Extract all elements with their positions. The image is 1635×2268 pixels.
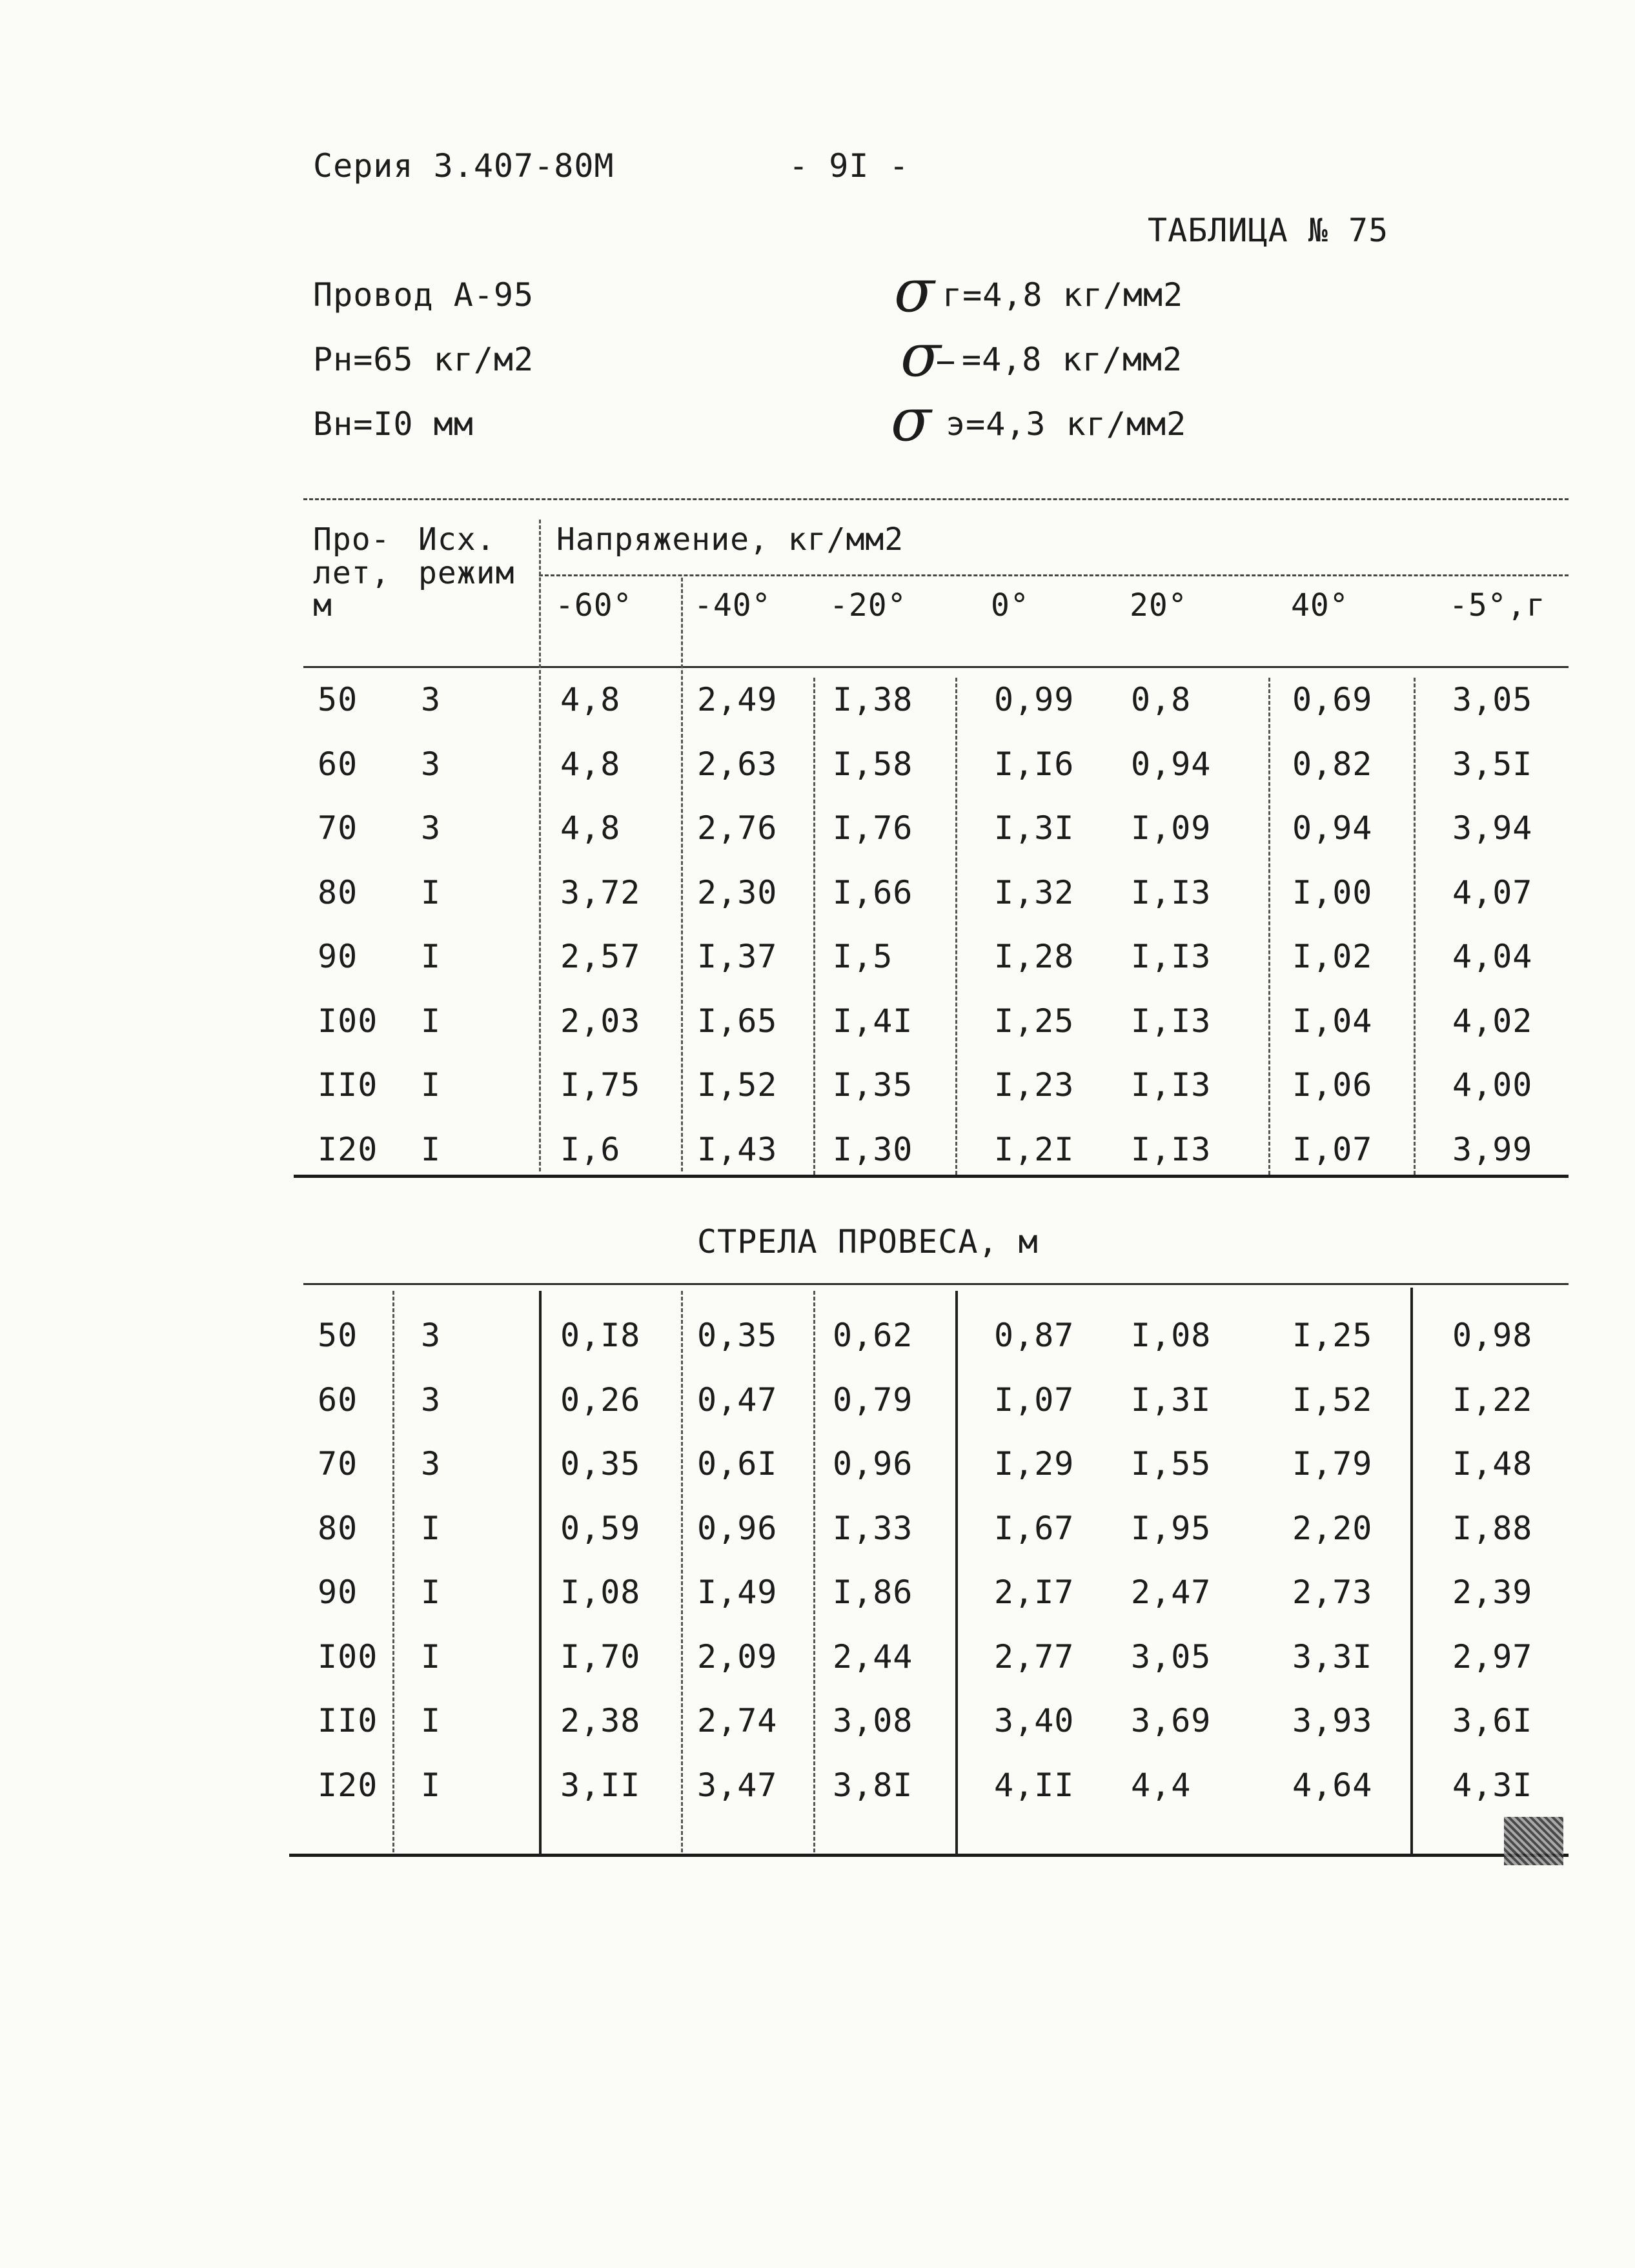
value-cell: I,25: [994, 1002, 1075, 1040]
temperature-header-rule: [539, 574, 1569, 576]
vrule-col-40: [681, 578, 683, 1171]
value-cell: 4,02: [1452, 1002, 1533, 1040]
temperature-header: -40°: [694, 587, 771, 623]
value-cell: 4,II: [994, 1766, 1075, 1804]
value-cell: 0,69: [1292, 681, 1373, 718]
value-cell: 2,74: [697, 1702, 778, 1739]
span-length-cell: I00: [318, 1637, 378, 1676]
value-cell: I,3I: [994, 809, 1075, 847]
value-cell: 3,05: [1131, 1637, 1212, 1676]
span-length-cell: 90: [318, 938, 358, 975]
value-cell: I,65: [697, 1002, 778, 1040]
value-cell: 2,03: [560, 1002, 641, 1040]
stress-minus: =4,8 кг/мм2: [962, 341, 1183, 378]
value-cell: 3,6I: [1452, 1702, 1533, 1739]
value-cell: I,5: [833, 938, 893, 975]
value-cell: 2,09: [697, 1637, 778, 1676]
value-cell: I,06: [1292, 1066, 1373, 1104]
span-length-cell: I20: [318, 1766, 378, 1804]
wind-pressure: Рн=65 кг/м2: [313, 341, 534, 378]
value-cell: I,37: [697, 938, 778, 975]
wire-type: Провод А-95: [313, 276, 534, 314]
initial-mode-cell: I: [421, 938, 442, 975]
sigma-symbol-g: σ: [894, 256, 935, 325]
value-cell: 0,35: [560, 1445, 641, 1483]
value-cell: 0,94: [1131, 745, 1212, 783]
value-cell: 0,62: [833, 1317, 913, 1354]
initial-mode-cell: 3: [421, 745, 442, 783]
value-cell: I,I3: [1131, 1066, 1212, 1104]
value-cell: I,I3: [1131, 938, 1212, 975]
value-cell: 2,47: [1131, 1574, 1212, 1611]
value-cell: I,I6: [994, 745, 1075, 783]
value-cell: 4,07: [1452, 873, 1533, 911]
value-cell: 0,59: [560, 1509, 641, 1547]
section2-top-rule: [303, 1283, 1569, 1285]
sigma-symbol-e: σ: [891, 385, 931, 454]
value-cell: I,22: [1452, 1381, 1533, 1419]
initial-mode-cell: I: [421, 1130, 442, 1168]
value-cell: 3,40: [994, 1702, 1075, 1739]
value-cell: I,67: [994, 1509, 1075, 1547]
initial-mode-cell: 3: [421, 1317, 442, 1354]
value-cell: 3,69: [1131, 1702, 1212, 1739]
value-cell: 2,97: [1452, 1637, 1533, 1676]
span-length-cell: 70: [318, 1445, 358, 1483]
initial-mode-cell: I: [421, 1574, 442, 1611]
value-cell: 2,57: [560, 938, 641, 975]
span-header-line2: лет,: [313, 555, 391, 591]
value-cell: I,55: [1131, 1445, 1212, 1483]
value-cell: 4,64: [1292, 1766, 1373, 1804]
value-cell: 0,82: [1292, 745, 1373, 783]
temperature-header: -20°: [829, 587, 907, 623]
value-cell: 2,39: [1452, 1574, 1533, 1611]
vrule-s2-values: [539, 1291, 542, 1856]
span-length-cell: II0: [318, 1066, 378, 1104]
value-cell: 4,8: [560, 745, 621, 783]
value-cell: I,33: [833, 1509, 913, 1547]
value-cell: 3,47: [697, 1766, 778, 1804]
value-cell: I,49: [697, 1574, 778, 1611]
sigma-symbol-minus: σ: [900, 321, 941, 390]
value-cell: I,6: [560, 1130, 621, 1168]
value-cell: 2,73: [1292, 1574, 1373, 1611]
sigma-minus-subscript: [937, 361, 954, 364]
initial-mode-cell: I: [421, 1637, 442, 1676]
span-length-cell: 70: [318, 809, 358, 847]
value-cell: I,I3: [1131, 873, 1212, 911]
value-cell: 4,00: [1452, 1066, 1533, 1104]
value-cell: 3,72: [560, 873, 641, 911]
vrule-s2-col-20: [813, 1291, 815, 1852]
value-cell: 2,44: [833, 1637, 913, 1676]
value-cell: I,07: [994, 1381, 1075, 1419]
value-cell: 4,3I: [1452, 1766, 1533, 1804]
initial-mode-cell: I: [421, 1702, 442, 1739]
value-cell: I,09: [1131, 809, 1212, 847]
value-cell: 3,3I: [1292, 1637, 1373, 1676]
temperature-header: -5°,г: [1449, 587, 1546, 623]
span-length-cell: 60: [318, 745, 358, 783]
vrule-s2-col-5g: [1410, 1288, 1413, 1856]
initial-mode-cell: I: [421, 1509, 442, 1547]
vrule-s2-span: [392, 1291, 394, 1852]
initial-mode-cell: I: [421, 1066, 442, 1104]
temperature-header: -60°: [555, 587, 633, 623]
value-cell: I,95: [1131, 1509, 1212, 1547]
span-length-cell: 80: [318, 873, 358, 911]
span-length-cell: II0: [318, 1702, 378, 1739]
stress-g: г=4,8 кг/мм2: [942, 276, 1184, 314]
stress-e: э=4,3 кг/мм2: [946, 405, 1187, 443]
series-label: Серия 3.407-80М: [313, 147, 614, 185]
mode-header-line1: Исх.: [418, 521, 496, 558]
value-cell: I,88: [1452, 1509, 1533, 1547]
value-cell: 0,96: [833, 1445, 913, 1483]
value-cell: I,43: [697, 1130, 778, 1168]
span-length-cell: 60: [318, 1381, 358, 1419]
value-cell: 0,I8: [560, 1317, 641, 1354]
value-cell: I,86: [833, 1574, 913, 1611]
value-cell: 0,87: [994, 1317, 1075, 1354]
value-cell: 3,05: [1452, 681, 1533, 718]
value-cell: 3,08: [833, 1702, 913, 1739]
mode-header-line2: режим: [418, 555, 515, 591]
vrule-col-20: [813, 678, 815, 1175]
value-cell: I,79: [1292, 1445, 1373, 1483]
temperature-header: 0°: [991, 587, 1030, 623]
value-cell: 0,6I: [697, 1445, 778, 1483]
initial-mode-cell: I: [421, 873, 442, 911]
value-cell: I,00: [1292, 873, 1373, 911]
value-cell: 2,30: [697, 873, 778, 911]
value-cell: I,52: [1292, 1381, 1373, 1419]
value-cell: 0,26: [560, 1381, 641, 1419]
initial-mode-cell: 3: [421, 1381, 442, 1419]
temperature-header: 20°: [1130, 587, 1188, 623]
vrule-s2-col-0: [955, 1291, 958, 1856]
value-cell: 2,63: [697, 745, 778, 783]
value-cell: I,I3: [1131, 1130, 1212, 1168]
vrule-s2-col-40: [681, 1291, 683, 1852]
value-cell: 0,79: [833, 1381, 913, 1419]
vrule-col-0: [955, 678, 957, 1175]
value-cell: I,32: [994, 873, 1075, 911]
value-cell: 2,I7: [994, 1574, 1075, 1611]
vrule-col-40pos: [1268, 678, 1270, 1175]
value-cell: 4,4: [1131, 1766, 1192, 1804]
header-bottom-rule: [303, 666, 1569, 668]
vrule-col-5g: [1414, 678, 1416, 1175]
value-cell: I,28: [994, 938, 1075, 975]
table-bottom-rule: [289, 1854, 1569, 1857]
value-cell: 0,98: [1452, 1317, 1533, 1354]
span-length-cell: I20: [318, 1130, 378, 1168]
value-cell: 2,76: [697, 809, 778, 847]
span-length-cell: I00: [318, 1002, 378, 1040]
value-cell: I,08: [1131, 1317, 1212, 1354]
value-cell: I,75: [560, 1066, 641, 1104]
section1-bottom-rule: [294, 1175, 1569, 1178]
value-cell: I,07: [1292, 1130, 1373, 1168]
ice-thickness: Вн=I0 мм: [313, 405, 474, 443]
value-cell: 0,99: [994, 681, 1075, 718]
value-cell: 0,47: [697, 1381, 778, 1419]
value-cell: I,30: [833, 1130, 913, 1168]
value-cell: 2,49: [697, 681, 778, 718]
value-cell: I,76: [833, 809, 913, 847]
initial-mode-cell: 3: [421, 1445, 442, 1483]
value-cell: I,3I: [1131, 1381, 1212, 1419]
value-cell: I,35: [833, 1066, 913, 1104]
value-cell: 0,94: [1292, 809, 1373, 847]
table-number: ТАБЛИЦА № 75: [1148, 212, 1389, 249]
table-top-rule: [303, 498, 1569, 500]
value-cell: I,4I: [833, 1002, 913, 1040]
value-cell: I,66: [833, 873, 913, 911]
value-cell: 3,II: [560, 1766, 641, 1804]
value-cell: 0,8: [1131, 681, 1192, 718]
value-cell: 3,93: [1292, 1702, 1373, 1739]
value-cell: I,2I: [994, 1130, 1075, 1168]
scan-smudge: [1504, 1817, 1563, 1865]
value-cell: 2,77: [994, 1637, 1075, 1676]
value-cell: I,29: [994, 1445, 1075, 1483]
value-cell: 2,38: [560, 1702, 641, 1739]
value-cell: 2,20: [1292, 1509, 1373, 1547]
value-cell: I,23: [994, 1066, 1075, 1104]
initial-mode-cell: I: [421, 1002, 442, 1040]
value-cell: 3,94: [1452, 809, 1533, 847]
value-cell: 0,35: [697, 1317, 778, 1354]
value-cell: I,25: [1292, 1317, 1373, 1354]
value-cell: 3,5I: [1452, 745, 1533, 783]
value-cell: I,08: [560, 1574, 641, 1611]
value-cell: 4,8: [560, 809, 621, 847]
value-cell: I,58: [833, 745, 913, 783]
value-cell: I,48: [1452, 1445, 1533, 1483]
span-header-line1: Про-: [313, 521, 391, 558]
value-cell: I,52: [697, 1066, 778, 1104]
value-cell: 4,8: [560, 681, 621, 718]
span-header-line3: м: [313, 587, 332, 623]
initial-mode-cell: I: [421, 1766, 442, 1804]
page-number: - 9I -: [789, 147, 909, 185]
value-cell: I,04: [1292, 1002, 1373, 1040]
value-cell: I,I3: [1131, 1002, 1212, 1040]
value-cell: 3,8I: [833, 1766, 913, 1804]
sag-section-title: СТРЕЛА ПРОВЕСА, м: [697, 1223, 1039, 1261]
temperature-header: 40°: [1291, 587, 1349, 623]
span-length-cell: 80: [318, 1509, 358, 1547]
stress-group-title: Напряжение, кг/мм2: [556, 521, 904, 558]
value-cell: I,70: [560, 1637, 641, 1676]
value-cell: 0,96: [697, 1509, 778, 1547]
initial-mode-cell: 3: [421, 809, 442, 847]
span-length-cell: 50: [318, 1317, 358, 1354]
span-length-cell: 50: [318, 681, 358, 718]
initial-mode-cell: 3: [421, 681, 442, 718]
value-cell: 4,04: [1452, 938, 1533, 975]
value-cell: I,38: [833, 681, 913, 718]
value-cell: I,02: [1292, 938, 1373, 975]
value-cell: 3,99: [1452, 1130, 1533, 1168]
vrule-header-values: [539, 520, 541, 1171]
span-length-cell: 90: [318, 1574, 358, 1611]
